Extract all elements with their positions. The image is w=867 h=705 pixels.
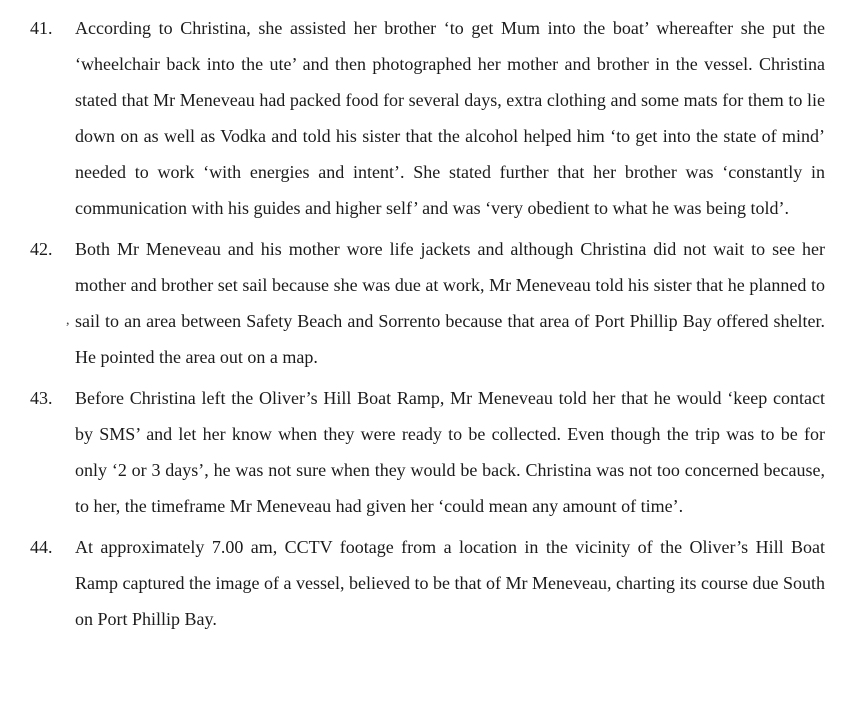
paragraph-42-number: 42.: [30, 239, 53, 259]
paragraph-41: [30, 10, 825, 226]
paragraph-44-text: At approximately 7.00 am, CCTV footage from a location in the vicinity of the Oliver’s Hill Boat Ramp captured the image of a vessel, believed to be that of Mr Meneveau, charting its course due South on Port Phillip Bay.: [75, 537, 825, 629]
paragraph-44: [30, 529, 825, 637]
paragraph-41-text: According to Christina, she assisted her brother ‘to get Mum into the boat’ whereafter she put the ‘wheelchair back into the ute’ and then photographed her mother and brother in the vessel. Christina stated that Mr Meneveau had packed food for several days, extra clothing and some mats for them to lie down on as well as Vodka and told his sister that the alcohol helped him ‘to get into the state of mind’ needed to work ‘with energies and intent’. She stated further that her brother was ‘constantly in communication with his guides and higher self’ and was ‘very obedient to what he was being told’.: [75, 18, 825, 218]
paragraph-43: [30, 380, 825, 524]
paragraph-42: [30, 231, 825, 375]
paragraph-43-text: Before Christina left the Oliver’s Hill Boat Ramp, Mr Meneveau told her that he would ‘keep contact by SMS’ and let her know when they were ready to be collected. Even though the trip was to be for only ‘2 or 3 days’, he was not sure when they would be back. Christina was not too concerned because, to her, the timeframe Mr Meneveau had given her ‘could mean any amount of time’.: [75, 388, 825, 516]
paragraph-44-number: 44.: [30, 537, 53, 557]
scan-artifact-mark: ,: [66, 313, 70, 328]
paragraph-42-text: Both Mr Meneveau and his mother wore life jackets and although Christina did not wait to see her mother and brother set sail because she was due at work, Mr Meneveau told his sister that he planned to sail to an area between Safety Beach and Sorrento because that area of Port Phillip Bay offered shelter. He pointed the area out on a map.: [75, 239, 825, 367]
paragraph-41-number: 41.: [30, 18, 53, 38]
paragraph-43-number: 43.: [30, 388, 53, 408]
